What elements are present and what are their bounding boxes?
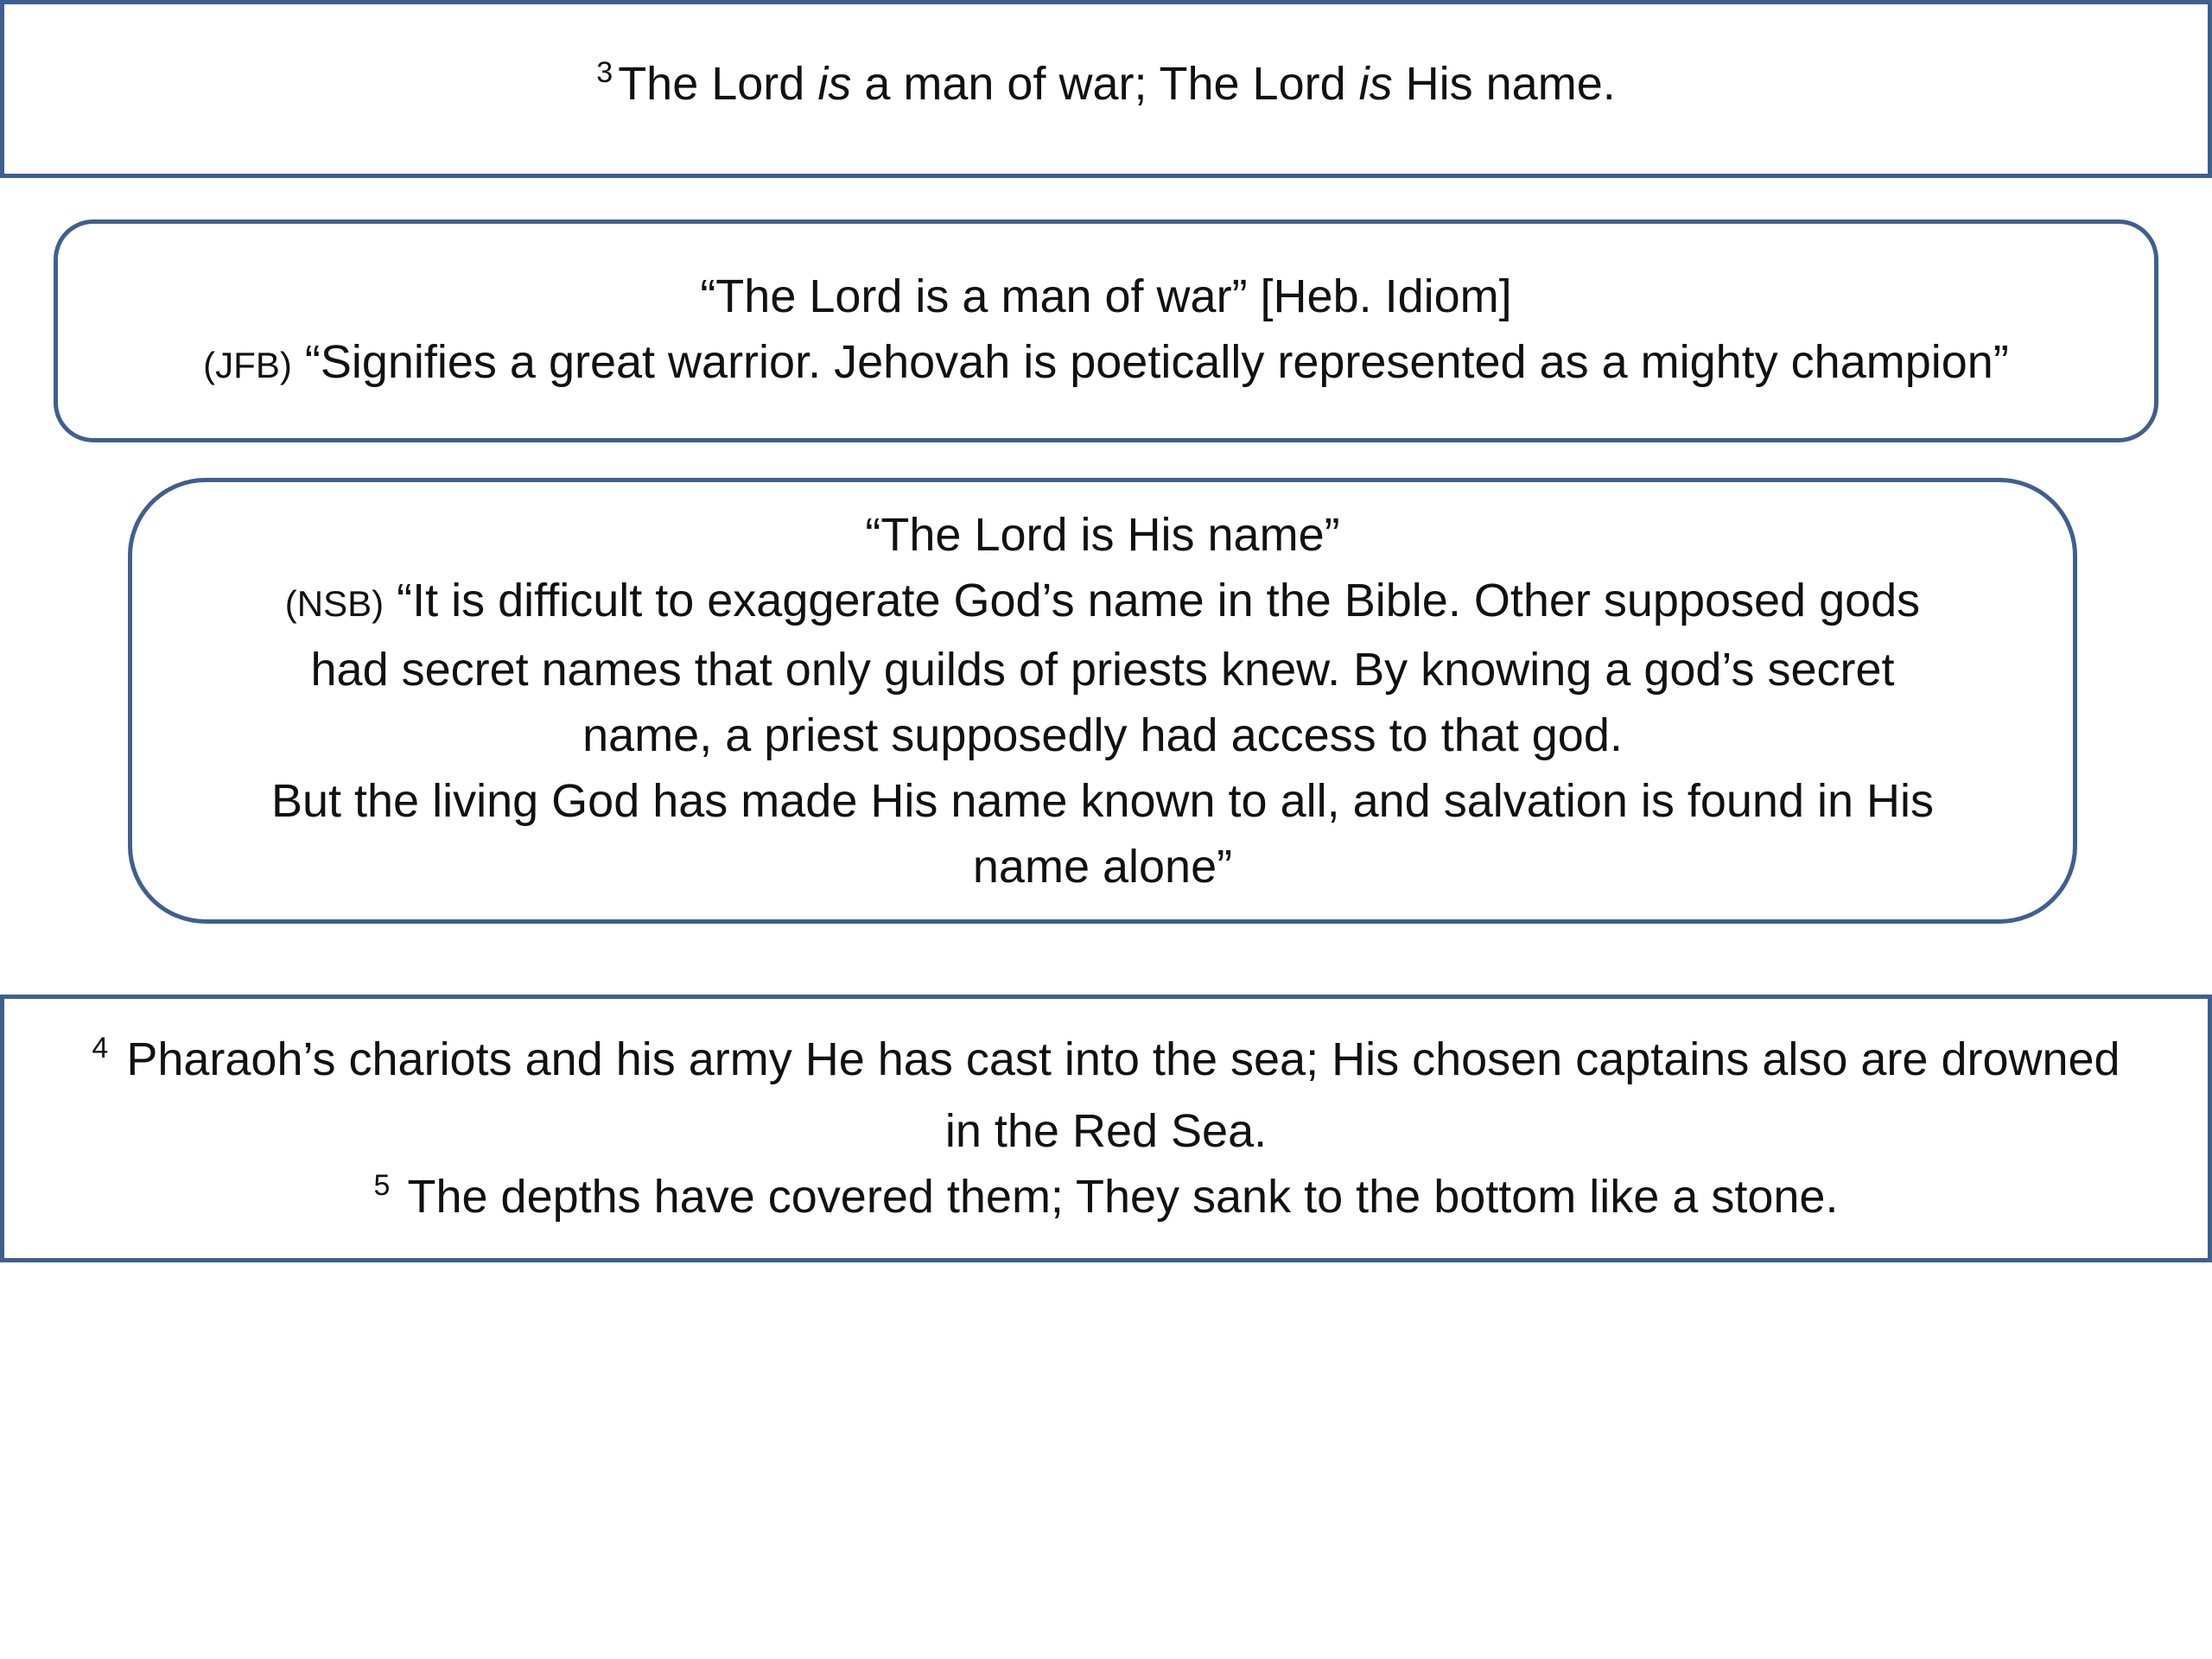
nsb-quote-line-2: had secret names that only guilds of priests knew. By knowing a god’s secret — [310, 644, 1895, 696]
verse-text-segment: a man of war; The Lord — [851, 58, 1359, 110]
verse-3-text — [596, 51, 1615, 123]
verse-4-text: Pharaoh’s chariots and his army He has cast into the sea; His chosen captains also are drowned — [113, 1033, 2120, 1085]
verse-italic-word: is — [817, 58, 852, 110]
jfb-commentary-box — [54, 219, 2158, 442]
source-label-nsb: (NSB) — [284, 583, 385, 624]
jfb-quote: “Signifies a great warrior. Jehovah is poetically represented as a mighty champion” — [291, 336, 2009, 388]
nsb-quote-line-3: name, a priest supposedly had access to that god. — [582, 709, 1623, 761]
verse-4-line-1 — [92, 1027, 2120, 1098]
verse-text-segment: His name. — [1392, 58, 1616, 110]
nsb-quote-line-1 — [285, 568, 1920, 637]
nsb-quote-line-5: name alone” — [972, 841, 1233, 893]
verse-italic-word: is — [1358, 58, 1393, 110]
nsb-commentary-box — [128, 478, 2077, 924]
nsb-quote-start: “It is difficult to exaggerate God’s name in the Bible. Other supposed gods — [384, 575, 1921, 626]
jfb-heading: “The Lord is a man of war” [Heb. Idiom] — [700, 270, 1512, 322]
nsb-heading: “The Lord is His name” — [865, 509, 1340, 561]
verse-3-box — [0, 0, 2212, 178]
jfb-quote-line — [203, 329, 2009, 398]
verse-number: 5 — [373, 1169, 391, 1202]
verse-text-segment: The Lord — [618, 58, 818, 110]
verses-4-5-box — [0, 995, 2212, 1262]
verse-4-line-2: in the Red Sea. — [944, 1105, 1268, 1157]
verse-5-line — [374, 1164, 1839, 1236]
verse-5-text: The depths have covered them; They sank to the bottom like a stone. — [395, 1171, 1839, 1223]
verse-number: 3 — [596, 56, 613, 89]
source-label-jfb: (JFB) — [203, 345, 292, 385]
nsb-quote-line-4: But the living God has made His name known to all, and salvation is found in His — [270, 775, 1935, 827]
verse-number: 4 — [92, 1032, 109, 1065]
